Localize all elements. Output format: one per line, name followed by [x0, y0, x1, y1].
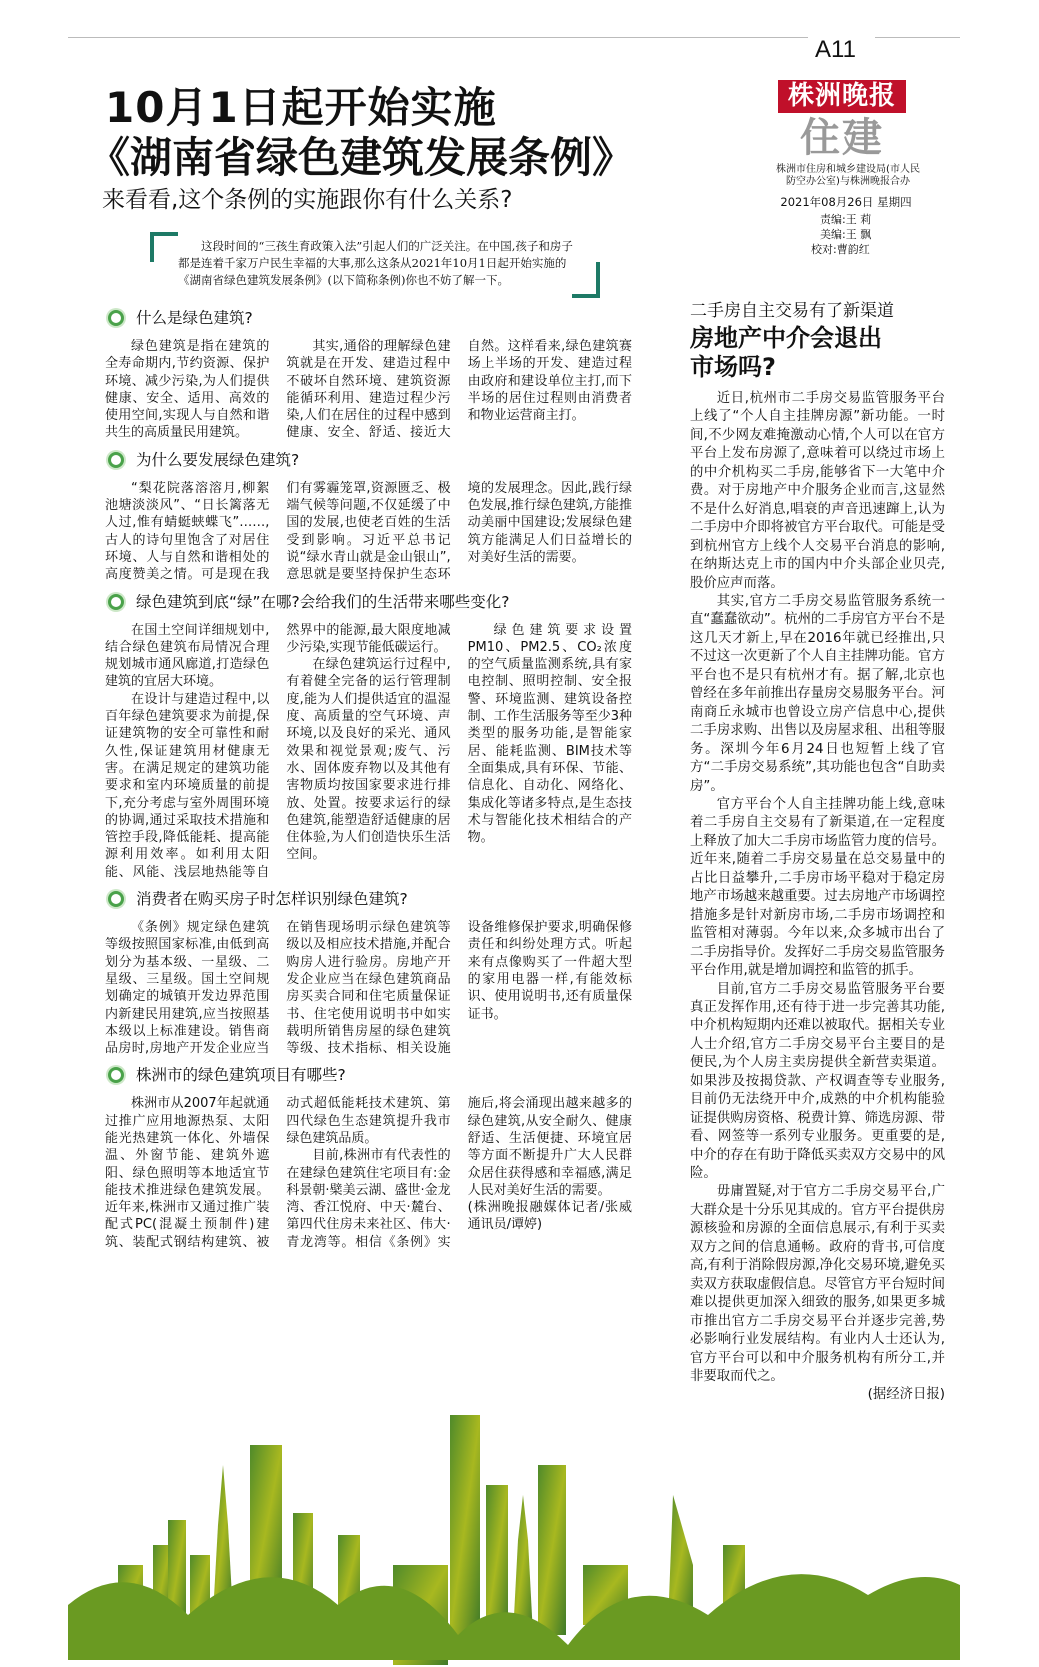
- side-article-body: 近日,杭州市二手房交易监管服务平台上线了“个人自主挂牌房源”新功能。一时间,不少网友难掩激动心情,个人可以在官方平台上发布房源了,意味着可以绕过市场上的中介机构买二手房,能够省下一大笔中介费。对于房地产中介服务企业而言,这显然不是什么好消息,唱衰的声音迅速蹿上,认为二手房中介即将被官方平台取代。可能是受到杭州官方上线个人交易平台消息的影响,在纳斯达克上市的国内中介头部企业贝壳,股价应声而落。 其实,官方二手房交易监管服务系统一直“蠢蠢欲动”。杭州的二手房官方平台不是这几天才新上,早在2016年就已经推出,只不过这一次更新了个人自主挂牌功能。官方平台也不是只有杭州才有。据了解,北京也曾经在多年前推出存量房交易服务平台。河南商丘永城市也曾设立房产信息中心,提供二手房求购、出售以及房屋求租、出租等服务。深圳今年6月24日也短暂上线了官方“二手房交易系统”,其功能也包含“自助卖房”。 官方平台个人自主挂牌功能上线,意味着二手房自主交易有了新渠道,在一定程度上释放了加大二手房市场监管力度的信号。近年来,随着二手房交易量在总交易量中的占比日益攀升,二手房市场平稳对于稳定房地产市场越来越重要。过去房地产市场调控措施多是针对新房市场,二手房市场调控和监管相对薄弱。今年以来,众多城市出台了二手房指导价。发挥好二手房交易监管服务平台作用,就是增加调控和监管的抓手。 目前,官方二手房交易监管服务平台要真正发挥作用,还有待于进一步完善其功能,中介机构短期内还难以被取代。据相关专业人士介绍,官方二手房交易平台主要目的是便民,为个人房主卖房提供全新营卖渠道。如果涉及按揭贷款、产权调查等专业服务,目前仍无法绕开中介,成熟的中介机构能验证提供购房资格、税费计算、筛选房源、带看、网签等一系列专业服务。更重要的是,中介的存在有助于降低买卖双方交易中的风险。 毋庸置疑,对于官方二手房交易平台,广大群众是十分乐见其成的。官方平台提供房源核验和房源的全面信息展示,有利于买卖双方之间的信息通畅。政府的背书,可信度高,有利于消除假房源,净化交易环境,避免买卖双方获取虚假信息。尽管官方平台短时间难以提供更加深入细致的服务,如果更多城市推出官方二手房交易平台并逐步完善,势必影响行业发展结构。有业内人士还认为,官方平台可以和中介服务机构有所分工,并非要取而代之。 (据经济日报): [690, 390, 945, 1405]
- section-heading: 消费者在购买房子时怎样识别绿色建筑?: [108, 889, 632, 909]
- section-heading: 株洲市的绿色建筑项目有哪些?: [108, 1065, 632, 1085]
- circle-bullet-icon: [108, 594, 124, 610]
- circle-bullet-icon: [108, 1067, 124, 1083]
- top-rule: [875, 37, 960, 38]
- section-body: 在国土空间详细规划中,结合绿色建筑布局情况合理规划城市通风廊道,打造绿色建筑的宜居大环境。 在设计与建造过程中,以百年绿色建筑要求为前提,保证建筑物的安全可靠性和耐久性,保证建筑用材健康无害。在满足规定的建筑功能要求和室内环境质量的前提下,充分考虑与室外周围环境的协调,通过采取技术措施和管控手段,降低能耗、提高能源利用效率。如利用太阳能、风能、浅层地热能等自然界中的能源,最大限度地减少污染,实现节能低碳运行。 在绿色建筑运行过程中,有着健全完备的运行管理制度,能为人们提供适宜的温湿度、高质量的空气环境、声环境,以及良好的采光、通风效果和视觉景观;废气、污水、固体废弃物以及其他有害物质均按国家要求进行排放、处置。按要求运行的绿色建筑,能塑造舒适健康的居住体验,为人们创造快乐生活空间。 绿色建筑要求设置PM10、PM2.5、CO₂浓度的空气质量监测系统,具有家电控制、照明控制、安全报警、环境监测、建筑设备控制、工作生活服务等至少3种类型的服务功能,是智能家居、能耗监测、BIM技术等全面集成,具有环保、节能、信息化、自动化、网络化、集成化等诸多特点,是生态技术与智能化技术相结合的产物。: [105, 622, 632, 880]
- side-article-title: 房地产中介会退出市场吗?: [690, 324, 882, 381]
- section-body: “梨花院落溶溶月,柳絮池塘淡淡风”、“日长篱落无人过,惟有蜻蜓蛱蝶飞”……,古人的诗句里饱含了对居住环境、人与自然和谐相处的高度赞美之情。可是现在我们有雾霾笼罩,资源匮乏、极端气候等问题,不仅延缓了中国的发展,也使老百姓的生活受到影响。习近平总书记说“绿水青山就是金山银山”,意思就是要坚持保护生态环境的发展理念。因此,践行绿色发展,推行绿色建筑,方能推动美丽中国建设;发展绿色建筑方能满足人们日益增长的对美好生活的需要。: [105, 480, 632, 583]
- source-credit: (据经济日报): [867, 1387, 945, 1403]
- green-city-skyline-illustration: [68, 1415, 960, 1667]
- headline-line-2: 《湖南省绿色建筑发展条例》: [88, 133, 635, 182]
- section-body: 株洲市从2007年起就通过推广应用地源热泵、太阳能光热建筑一体化、外墙保温、外窗节能、建筑外遮阳、绿色照明等本地适宜节能技术推进绿色建筑发展。近年来,株洲市又通过推广装配式PC(混凝土预制件)建筑、装配式钢结构建筑、被动式超低能耗技术建筑、第四代绿色生态建筑提升我市绿色建筑品质。 目前,株洲市有代表性的在建绿色建筑住宅项目有:金科景朝·檗美云湖、盛世·金龙湾、香江悦府、中天·麓台、第四代住房未来社区、伟大·青龙湾等。相信《条例》实施后,将会涌现出越来越多的绿色建筑,从安全耐久、健康舒适、生活便捷、环境宜居等方面不断提升广大人民群众居住获得感和幸福感,满足人民对美好生活的需要。 (株洲晚报融媒体记者/张威 通讯员/谭婷): [105, 1096, 632, 1250]
- section-body: 《条例》规定绿色建筑等级按照国家标准,由低到高划分为基本级、一星级、二星级、三星级。国土空间规划确定的城镇开发边界范围内新建民用建筑,应当按照基本级以上标准建设。销售商品房时,房地产开发企业应当在销售现场明示绿色建筑等级以及相应技术措施,并配合购房人进行验房。房地产开发企业应当在绿色建筑商品房买卖合同和住宅质量保证书、住宅使用说明书中如实载明所销售房屋的绿色建筑等级、技术指标、相关设施设备维修保护要求,明确保修责任和纠纷处理方式。听起来有点像购买了一件超大型的家用电器一样,有能效标识、使用说明书,还有质量保证书。: [105, 920, 632, 1057]
- section-heading: 什么是绿色建筑?: [108, 308, 632, 328]
- page-number: A11: [815, 36, 856, 63]
- bracket-bottom-right: [596, 262, 600, 298]
- headline-line-1: 10月1日起开始实施: [105, 83, 497, 132]
- circle-bullet-icon: [108, 452, 124, 468]
- circle-bullet-icon: [108, 891, 124, 907]
- editor-line: 校对:曹韵红: [811, 243, 870, 256]
- side-article-kicker: 二手房自主交易有了新渠道: [690, 301, 894, 321]
- section-heading: 为什么要发展绿色建筑?: [108, 450, 632, 470]
- section-body: 绿色建筑是指在建筑的全寿命期内,节约资源、保护环境、减少污染,为人们提供健康、安全、适用、高效的使用空间,实现人与自然和谐共生的高质量民用建筑。 其实,通俗的理解绿色建筑就是在开发、建造过程中不破坏自然环境、建筑资源能循环利用、建造过程少污染,人们在居住的过程中感到健康、安全、舒适、接近大自然。这样看来,绿色建筑赛场上半场的开发、建造过程由政府和建设单位主打,而下半场的居住过程则由消费者和物业运营商主打。: [105, 339, 632, 441]
- main-article: [105, 300, 632, 1251]
- intro-text: 这段时间的“三孩生育政策入法”引起人们的广泛关注。在中国,孩子和房子都是连着千家万户民生幸福的大事,那么这条从2021年10月1日起开始实施的《湖南省绿色建筑发展条例》(以下简称条例)你也不妨了解一下。: [178, 239, 573, 287]
- bracket-top-left: [150, 232, 178, 236]
- newspaper-logo: 株洲晚报: [778, 80, 906, 113]
- section-heading: 绿色建筑到底“绿”在哪?会给我们的生活带来哪些变化?: [108, 592, 632, 612]
- section-name: 住建: [800, 114, 884, 161]
- circle-bullet-icon: [108, 310, 124, 326]
- editor-line: 美编:王 飘: [820, 228, 872, 241]
- bracket-bottom-right: [572, 294, 600, 298]
- cohost-note: 株洲市住房和城乡建设局(市人民防空办公室)与株洲晚报合办: [776, 164, 920, 187]
- content-row: [0, 300, 1039, 1405]
- issue-date: 2021年08月26日 星期四: [780, 195, 912, 209]
- page-header: [0, 0, 1039, 300]
- editor-line: 责编:王 莉: [820, 213, 872, 226]
- top-rule: [68, 37, 808, 38]
- bracket-top-left: [150, 232, 154, 262]
- side-article: [690, 300, 945, 1405]
- subtitle: 来看看,这个条例的实施跟你有什么关系?: [102, 187, 513, 213]
